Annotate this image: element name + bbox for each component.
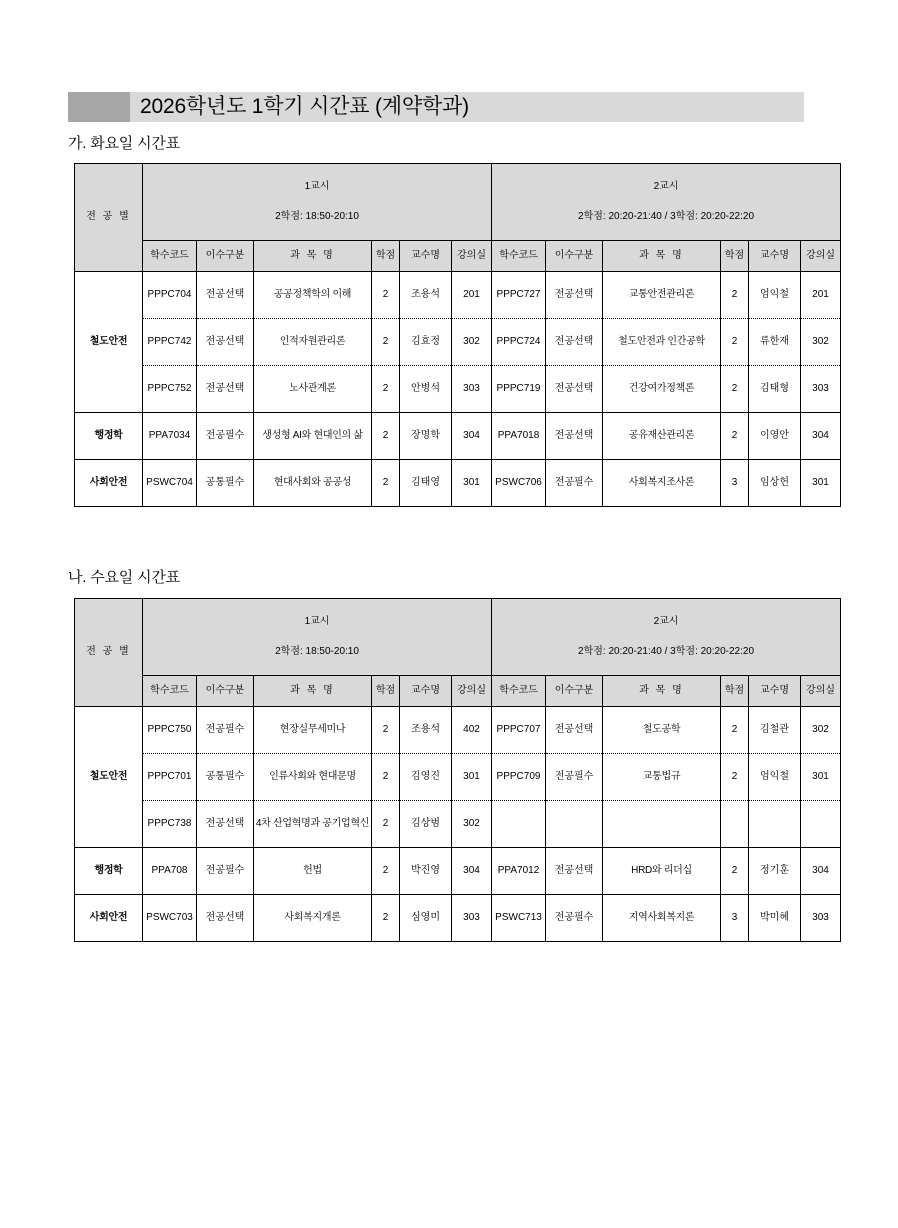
course-credit-cell-p2 [721,801,749,848]
course-code-cell-p2: PPA7012 [492,848,546,895]
course-code-cell-p2: PPPC724 [492,319,546,366]
course-subject-cell-p2: 철도안전과 인간공학 [603,319,721,366]
course-professor-cell-p1: 김태영 [400,460,452,507]
course-code-cell-p1: PPA708 [143,848,197,895]
section-heading-wednesday: 나. 수요일 시간표 [68,569,180,586]
course-credit-cell-p2: 2 [721,413,749,460]
course-type-cell-p2: 전공필수 [546,460,603,507]
course-subject-cell-p1: 생성형 AI와 현대인의 삶 [254,413,372,460]
course-subject-cell-p1: 노사관계론 [254,366,372,413]
course-type-cell-p1: 전공필수 [197,413,254,460]
period-2-time: 2학점: 20:20-21:40 / 3학점: 20:20-22:20 [578,646,755,657]
table-head [75,164,841,272]
table-row [75,460,841,507]
course-type-cell-p1: 전공선택 [197,272,254,319]
course-credit-cell-p2: 2 [721,848,749,895]
table-row [75,801,841,848]
header-credit-p1: 학점 [372,241,400,272]
course-professor-cell-p1: 조용석 [400,272,452,319]
course-room-cell-p1: 303 [452,895,492,942]
course-type-cell-p2: 전공선택 [546,319,603,366]
period-2-name: 2교시 [653,180,679,192]
header-subject-p1: 과 목 명 [254,241,372,272]
course-type-cell-p2 [546,801,603,848]
course-code-cell-p1: PSWC703 [143,895,197,942]
course-code-cell-p1: PPPC704 [143,272,197,319]
course-subject-cell-p1: 인적자원관리론 [254,319,372,366]
course-code-cell-p1: PPPC738 [143,801,197,848]
course-credit-cell-p2: 2 [721,754,749,801]
course-type-cell-p1: 전공필수 [197,707,254,754]
course-type-cell-p1: 전공선택 [197,319,254,366]
course-type-cell-p1: 전공필수 [197,848,254,895]
course-professor-cell-p2: 박미혜 [749,895,801,942]
section-heading-tuesday: 가. 화요일 시간표 [68,135,180,152]
course-credit-cell-p2: 3 [721,895,749,942]
course-subject-cell-p1: 현장실무세미나 [254,707,372,754]
course-credit-cell-p1: 2 [372,366,400,413]
course-credit-cell-p1: 2 [372,413,400,460]
major-cell: 철도안전 [75,707,143,848]
timetable-wednesday [74,598,836,942]
major-cell: 사회안전 [75,460,143,507]
course-professor-cell-p2: 임상헌 [749,460,801,507]
course-subject-cell-p2: HRD와 리더십 [603,848,721,895]
course-type-cell-p2: 전공선택 [546,707,603,754]
course-room-cell-p2: 304 [801,848,841,895]
course-credit-cell-p2: 3 [721,460,749,507]
header-row-periods [75,164,841,241]
header-credit-p2: 학점 [721,676,749,707]
header-type-p1: 이수구분 [197,676,254,707]
header-row-periods [75,599,841,676]
course-type-cell-p2: 전공선택 [546,272,603,319]
header-type-p2: 이수구분 [546,241,603,272]
course-room-cell-p2: 301 [801,460,841,507]
table-row [75,707,841,754]
course-type-cell-p2: 전공선택 [546,413,603,460]
course-credit-cell-p1: 2 [372,848,400,895]
period-1-time: 2학점: 18:50-20:10 [275,211,359,222]
header-code-p2: 학수코드 [492,676,546,707]
document-title-bar [68,92,804,122]
course-room-cell-p2 [801,801,841,848]
course-room-cell-p1: 303 [452,366,492,413]
course-professor-cell-p2: 류한재 [749,319,801,366]
major-cell: 행정학 [75,413,143,460]
course-code-cell-p2: PPPC709 [492,754,546,801]
course-type-cell-p1: 전공선택 [197,895,254,942]
course-professor-cell-p1: 안병석 [400,366,452,413]
course-credit-cell-p1: 2 [372,895,400,942]
header-professor-p1: 교수명 [400,241,452,272]
course-room-cell-p2: 303 [801,366,841,413]
course-room-cell-p1: 301 [452,460,492,507]
header-room-p2: 강의실 [801,676,841,707]
course-subject-cell-p2: 사회복지조사론 [603,460,721,507]
course-subject-cell-p2 [603,801,721,848]
header-subject-p2: 과 목 명 [603,241,721,272]
course-subject-cell-p1: 인류사회와 현대문명 [254,754,372,801]
course-code-cell-p2 [492,801,546,848]
course-credit-cell-p1: 2 [372,707,400,754]
course-professor-cell-p2: 김태형 [749,366,801,413]
header-credit-p1: 학점 [372,676,400,707]
header-subject-p1: 과 목 명 [254,676,372,707]
course-subject-cell-p1: 사회복지개론 [254,895,372,942]
header-period-1 [143,164,492,241]
course-room-cell-p2: 201 [801,272,841,319]
timetable-table [74,163,841,507]
course-code-cell-p1: PPPC752 [143,366,197,413]
header-period-2 [492,599,841,676]
table-row [75,319,841,366]
course-subject-cell-p2: 건강여가정책론 [603,366,721,413]
header-period-1 [143,599,492,676]
header-row-columns [75,241,841,272]
course-room-cell-p1: 301 [452,754,492,801]
course-room-cell-p1: 302 [452,319,492,366]
course-type-cell-p1: 공통필수 [197,754,254,801]
header-professor-p2: 교수명 [749,676,801,707]
course-type-cell-p2: 전공선택 [546,848,603,895]
header-code-p2: 학수코드 [492,241,546,272]
course-type-cell-p1: 공통필수 [197,460,254,507]
course-credit-cell-p2: 2 [721,366,749,413]
course-code-cell-p1: PSWC704 [143,460,197,507]
course-type-cell-p1: 전공선택 [197,801,254,848]
table-row [75,895,841,942]
timetable-table [74,598,841,942]
course-professor-cell-p2 [749,801,801,848]
course-code-cell-p2: PSWC713 [492,895,546,942]
header-major: 전 공 별 [75,164,143,272]
header-major: 전 공 별 [75,599,143,707]
course-credit-cell-p1: 2 [372,754,400,801]
course-credit-cell-p2: 2 [721,272,749,319]
course-type-cell-p1: 전공선택 [197,366,254,413]
period-1-time: 2학점: 18:50-20:10 [275,646,359,657]
course-credit-cell-p1: 2 [372,801,400,848]
course-professor-cell-p2: 이영안 [749,413,801,460]
course-room-cell-p1: 304 [452,848,492,895]
period-1-name: 1교시 [304,615,330,627]
table-head [75,599,841,707]
course-professor-cell-p2: 엄익철 [749,272,801,319]
course-room-cell-p1: 402 [452,707,492,754]
course-subject-cell-p1: 공공정책학의 이해 [254,272,372,319]
table-body [75,707,841,942]
course-code-cell-p1: PPPC742 [143,319,197,366]
course-credit-cell-p1: 2 [372,272,400,319]
header-code-p1: 학수코드 [143,241,197,272]
course-code-cell-p2: PSWC706 [492,460,546,507]
header-credit-p2: 학점 [721,241,749,272]
course-professor-cell-p2: 김철관 [749,707,801,754]
course-credit-cell-p1: 2 [372,319,400,366]
period-2-time: 2학점: 20:20-21:40 / 3학점: 20:20-22:20 [578,211,755,222]
course-credit-cell-p2: 2 [721,319,749,366]
table-row [75,272,841,319]
page-title: 2026학년도 1학기 시간표 (계약학과) [140,95,469,118]
title-color-swatch [68,92,130,122]
course-code-cell-p1: PPPC750 [143,707,197,754]
period-1-name: 1교시 [304,180,330,192]
course-credit-cell-p1: 2 [372,460,400,507]
course-code-cell-p2: PPPC719 [492,366,546,413]
table-row [75,754,841,801]
course-professor-cell-p2: 엄익철 [749,754,801,801]
course-professor-cell-p1: 조용석 [400,707,452,754]
course-room-cell-p1: 304 [452,413,492,460]
course-professor-cell-p1: 장명학 [400,413,452,460]
major-cell: 철도안전 [75,272,143,413]
period-2-name: 2교시 [653,615,679,627]
course-type-cell-p2: 전공선택 [546,366,603,413]
course-professor-cell-p1: 박진영 [400,848,452,895]
course-room-cell-p2: 301 [801,754,841,801]
course-subject-cell-p2: 교통안전관리론 [603,272,721,319]
header-type-p1: 이수구분 [197,241,254,272]
major-cell: 사회안전 [75,895,143,942]
header-type-p2: 이수구분 [546,676,603,707]
course-code-cell-p1: PPPC701 [143,754,197,801]
course-type-cell-p2: 전공필수 [546,754,603,801]
course-professor-cell-p2: 정기훈 [749,848,801,895]
header-room-p2: 강의실 [801,241,841,272]
major-cell: 행정학 [75,848,143,895]
course-subject-cell-p1: 현대사회와 공공성 [254,460,372,507]
header-professor-p1: 교수명 [400,676,452,707]
header-period-2 [492,164,841,241]
header-code-p1: 학수코드 [143,676,197,707]
course-subject-cell-p2: 공유재산관리론 [603,413,721,460]
course-credit-cell-p2: 2 [721,707,749,754]
course-professor-cell-p1: 김효정 [400,319,452,366]
header-room-p1: 강의실 [452,676,492,707]
course-room-cell-p1: 302 [452,801,492,848]
timetable-tuesday [74,163,836,507]
table-row [75,366,841,413]
course-subject-cell-p2: 교통법규 [603,754,721,801]
table-body [75,272,841,507]
course-professor-cell-p1: 김영진 [400,754,452,801]
course-professor-cell-p1: 김상범 [400,801,452,848]
table-row [75,848,841,895]
course-subject-cell-p1: 4차 산업혁명과 공기업혁신 [254,801,372,848]
table-row [75,413,841,460]
course-subject-cell-p2: 철도공학 [603,707,721,754]
course-room-cell-p2: 303 [801,895,841,942]
header-subject-p2: 과 목 명 [603,676,721,707]
course-code-cell-p2: PPPC707 [492,707,546,754]
course-code-cell-p2: PPPC727 [492,272,546,319]
course-code-cell-p2: PPA7018 [492,413,546,460]
course-code-cell-p1: PPA7034 [143,413,197,460]
header-row-columns [75,676,841,707]
course-room-cell-p2: 302 [801,319,841,366]
course-room-cell-p2: 302 [801,707,841,754]
header-professor-p2: 교수명 [749,241,801,272]
course-subject-cell-p1: 헌법 [254,848,372,895]
course-room-cell-p2: 304 [801,413,841,460]
course-room-cell-p1: 201 [452,272,492,319]
course-subject-cell-p2: 지역사회복지론 [603,895,721,942]
header-room-p1: 강의실 [452,241,492,272]
course-type-cell-p2: 전공필수 [546,895,603,942]
course-professor-cell-p1: 심영미 [400,895,452,942]
